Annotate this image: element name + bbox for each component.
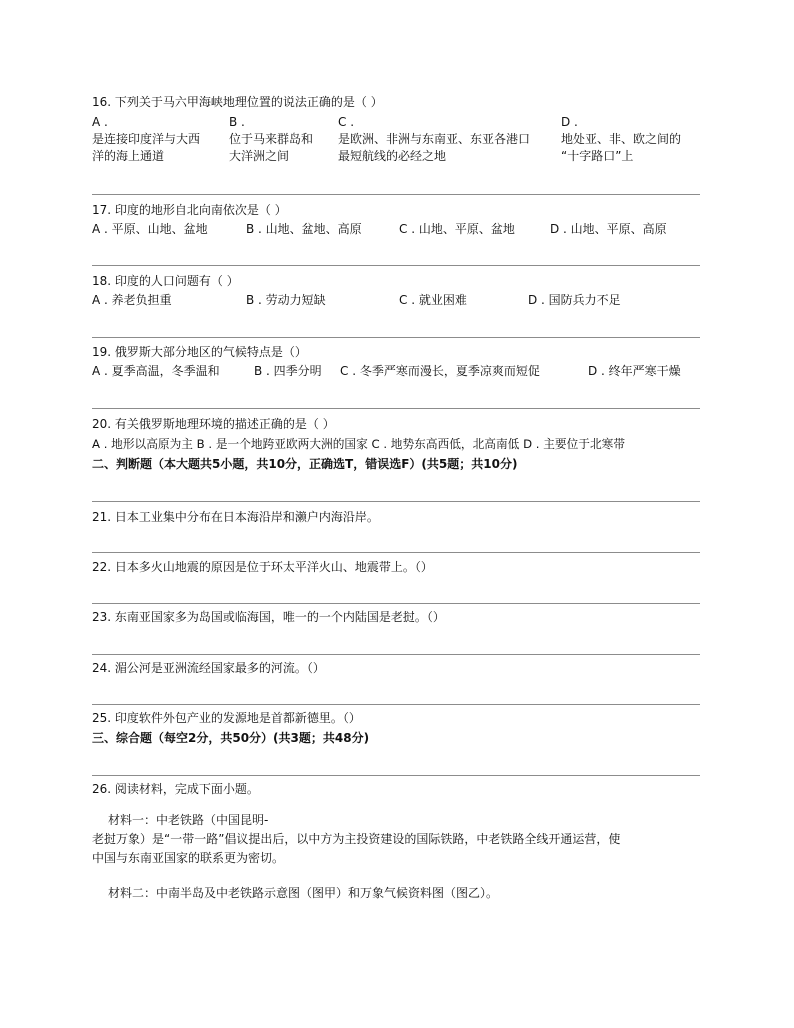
q16-option-b[interactable] xyxy=(229,114,313,165)
q16-option-b-line1: 位于马来群岛和 xyxy=(229,132,314,146)
q17-option-c[interactable]: C . 山地、平原、盆地 xyxy=(399,222,515,236)
q16-option-a-line1: 是连接印度洋与大西 xyxy=(92,132,201,146)
q16-option-b-line2: 大洋洲之间 xyxy=(229,149,290,163)
question-20-stem: 20. 有关俄罗斯地理环境的描述正确的是（ ） xyxy=(92,417,335,431)
material-1-line-2: 老挝万象）是“一带一路”倡议提出后，以中方为主投资建设的国际铁路，中老铁路全线开通运营，使 xyxy=(92,832,621,846)
q16-option-c-label: C . xyxy=(338,115,355,129)
q18-option-a[interactable]: A . 养老负担重 xyxy=(92,293,172,307)
answer-line xyxy=(92,194,700,195)
answer-line xyxy=(92,775,700,776)
question-25: 25. 印度软件外包产业的发源地是首都新德里。（） xyxy=(92,711,361,725)
material-1-line-3: 中国与东南亚国家的联系更为密切。 xyxy=(92,851,285,865)
question-24: 24. 湄公河是亚洲流经国家最多的河流。（） xyxy=(92,661,325,675)
answer-line xyxy=(92,704,700,705)
q16-option-b-label: B . xyxy=(229,115,245,129)
question-19-stem: 19. 俄罗斯大部分地区的气候特点是（） xyxy=(92,345,307,359)
q16-option-a-line2: 洋的海上通道 xyxy=(92,149,165,163)
q18-option-d[interactable]: D . 国防兵力不足 xyxy=(528,293,621,307)
q18-option-b[interactable]: B . 劳动力短缺 xyxy=(246,293,326,307)
q16-option-d-line1: 地处亚、非、欧之间的 xyxy=(561,132,682,146)
q16-option-d-label: D . xyxy=(561,115,578,129)
q19-option-a[interactable]: A . 夏季高温，冬季温和 xyxy=(92,364,220,378)
answer-line xyxy=(92,603,700,604)
q16-option-c-line2: 最短航线的必经之地 xyxy=(338,149,447,163)
q16-option-d[interactable] xyxy=(561,114,681,165)
section-2-heading: 二、判断题（本大题共5小题，共10分，正确选T，错误选F）(共5题；共10分) xyxy=(92,457,518,471)
answer-line xyxy=(92,654,700,655)
question-18-stem: 18. 印度的人口问题有（ ） xyxy=(92,274,239,288)
q16-option-c-line1: 是欧洲、非洲与东南亚、东亚各港口 xyxy=(338,132,531,146)
q16-option-c[interactable] xyxy=(338,114,530,165)
question-21: 21. 日本工业集中分布在日本海沿岸和濑户内海沿岸。 xyxy=(92,510,379,524)
answer-line xyxy=(92,501,700,502)
q18-option-c[interactable]: C . 就业困难 xyxy=(399,293,467,307)
question-22: 22. 日本多火山地震的原因是位于环太平洋火山、地震带上。（） xyxy=(92,560,433,574)
q16-option-a-label: A . xyxy=(92,115,108,129)
q17-option-d[interactable]: D . 山地、平原、高原 xyxy=(550,222,667,236)
q16-option-d-line2: “十字路口”上 xyxy=(561,149,634,163)
answer-line xyxy=(92,552,700,553)
material-2: 材料二：中南半岛及中老铁路示意图（图甲）和万象气候资料图（图乙）。 xyxy=(108,886,499,900)
q19-option-d[interactable]: D . 终年严寒干燥 xyxy=(588,364,681,378)
q17-option-b[interactable]: B . 山地、盆地、高原 xyxy=(246,222,362,236)
q19-option-b[interactable]: B . 四季分明 xyxy=(254,364,322,378)
question-23: 23. 东南亚国家多为岛国或临海国，唯一的一个内陆国是老挝。（） xyxy=(92,610,445,624)
question-17-stem: 17. 印度的地形自北向南依次是（ ） xyxy=(92,203,287,217)
question-26-stem: 26. 阅读材料，完成下面小题。 xyxy=(92,782,259,796)
q19-option-c[interactable]: C . 冬季严寒而漫长，夏季凉爽而短促 xyxy=(340,364,540,378)
section-3-heading: 三、综合题（每空2分，共50分）(共3题；共48分) xyxy=(92,731,370,745)
material-1-line-1: 材料一：中老铁路（中国昆明- xyxy=(108,813,269,827)
q20-options[interactable]: A . 地形以高原为主 B . 是一个地跨亚欧两大洲的国家 C . 地势东高西低，北高南低 D . 主要位于北寒带 xyxy=(92,437,626,451)
answer-line xyxy=(92,408,700,409)
q16-option-a[interactable] xyxy=(92,114,200,165)
answer-line xyxy=(92,265,700,266)
answer-line xyxy=(92,337,700,338)
q17-option-a[interactable]: A . 平原、山地、盆地 xyxy=(92,222,208,236)
question-16-stem: 16. 下列关于马六甲海峡地理位置的说法正确的是（ ） xyxy=(92,95,383,109)
